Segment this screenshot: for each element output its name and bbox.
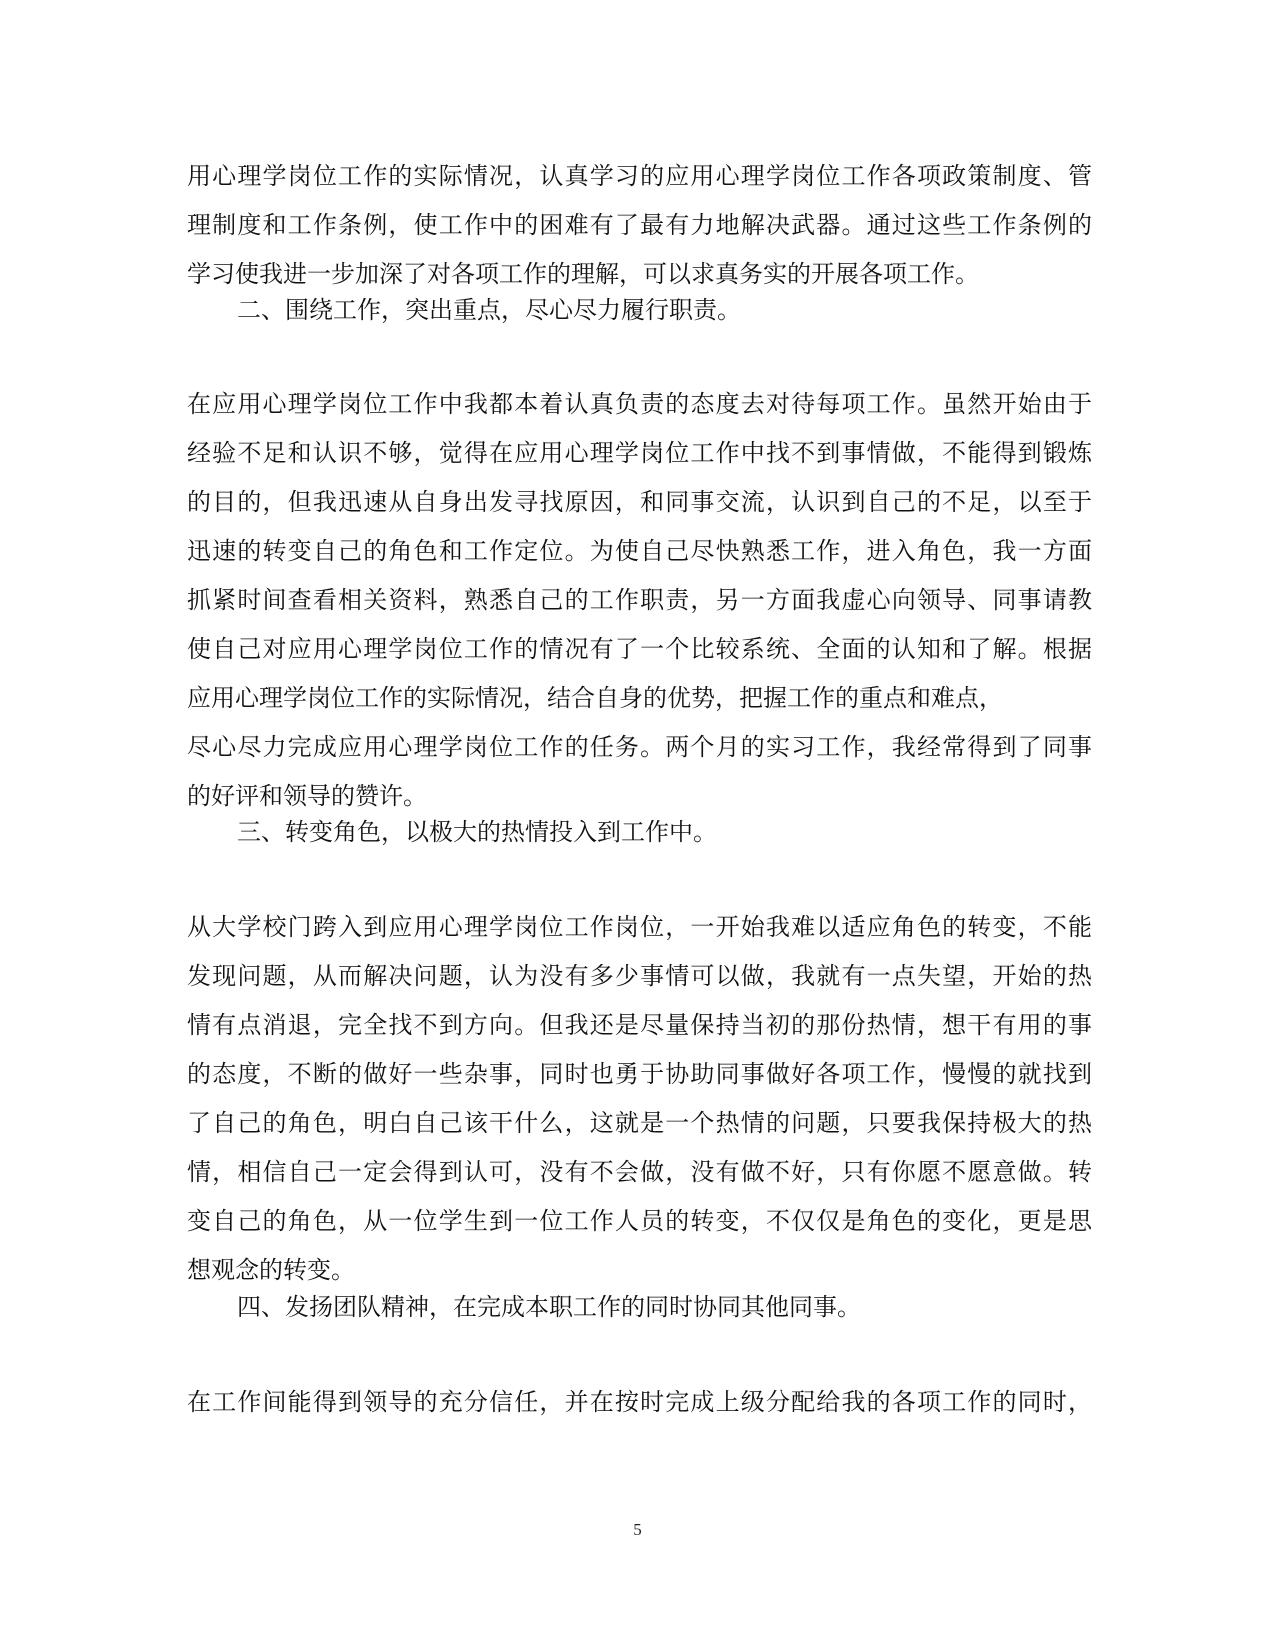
paragraph-line: 的目的，但我迅速从自身出发寻找原因，和同事交流，认识到自己的不足，以至于 (187, 488, 1092, 516)
paragraph-line: 在应用心理学岗位工作中我都本着认真负责的态度去对待每项工作。虽然开始由于 (187, 390, 1092, 418)
section-heading-2: 二、围绕工作，突出重点，尽心尽力履行职责。 (237, 296, 741, 324)
section-heading-4: 四、发扬团队精神，在完成本职工作的同时协同其他同事。 (237, 1293, 861, 1321)
paragraph-line: 使自己对应用心理学岗位工作的情况有了一个比较系统、全面的认知和了解。根据 (187, 635, 1092, 663)
paragraph-line: 迅速的转变自己的角色和工作定位。为使自己尽快熟悉工作，进入角色，我一方面 (187, 537, 1092, 565)
paragraph-3 (187, 903, 1092, 1295)
paragraph-line: 变自己的角色，从一位学生到一位工作人员的转变，不仅仅是角色的变化，更是思 (187, 1207, 1092, 1235)
paragraph-line: 的态度，不断的做好一些杂事，同时也勇于协助同事做好各项工作，慢慢的就找到 (187, 1060, 1092, 1088)
paragraph-4 (187, 1378, 1092, 1427)
paragraph-line: 抓紧时间查看相关资料，熟悉自己的工作职责，另一方面我虚心向领导、同事请教 (187, 586, 1092, 614)
section-heading-3: 三、转变角色，以极大的热情投入到工作中。 (237, 818, 717, 846)
page-number: 5 (633, 1520, 642, 1539)
paragraph-line: 的好评和领导的赞许。 (187, 782, 427, 810)
paragraph-line: 想观念的转变。 (187, 1256, 355, 1284)
paragraph-2 (187, 380, 1092, 821)
paragraph-line: 情，相信自己一定会得到认可，没有不会做，没有做不好，只有你愿不愿意做。转 (187, 1158, 1092, 1186)
paragraph-line: 情有点消退，完全找不到方向。但我还是尽量保持当初的那份热情，想干有用的事 (187, 1011, 1092, 1039)
paragraph-line: 在工作间能得到领导的充分信任，并在按时完成上级分配给我的各项工作的同时， (187, 1388, 1092, 1416)
paragraph-line: 应用心理学岗位工作的实际情况，结合自身的优势，把握工作的重点和难点， (187, 684, 1003, 712)
paragraph-line: 理制度和工作条例，使工作中的困难有了最有力地解决武器。通过这些工作条例的 (187, 211, 1092, 239)
paragraph-line: 了自己的角色，明白自己该干什么，这就是一个热情的问题，只要我保持极大的热 (187, 1109, 1092, 1137)
paragraph-line: 从大学校门跨入到应用心理学岗位工作岗位，一开始我难以适应角色的转变，不能 (187, 913, 1092, 941)
paragraph-line: 发现问题，从而解决问题，认为没有多少事情可以做，我就有一点失望，开始的热 (187, 962, 1092, 990)
paragraph-line: 尽心尽力完成应用心理学岗位工作的任务。两个月的实习工作，我经常得到了同事 (187, 733, 1092, 761)
paragraph-1 (187, 152, 1092, 299)
paragraph-line: 经验不足和认识不够，觉得在应用心理学岗位工作中找不到事情做，不能得到锻炼 (187, 439, 1092, 467)
paragraph-line: 用心理学岗位工作的实际情况，认真学习的应用心理学岗位工作各项政策制度、管 (187, 162, 1092, 190)
paragraph-line: 学习使我进一步加深了对各项工作的理解，可以求真务实的开展各项工作。 (187, 260, 979, 288)
